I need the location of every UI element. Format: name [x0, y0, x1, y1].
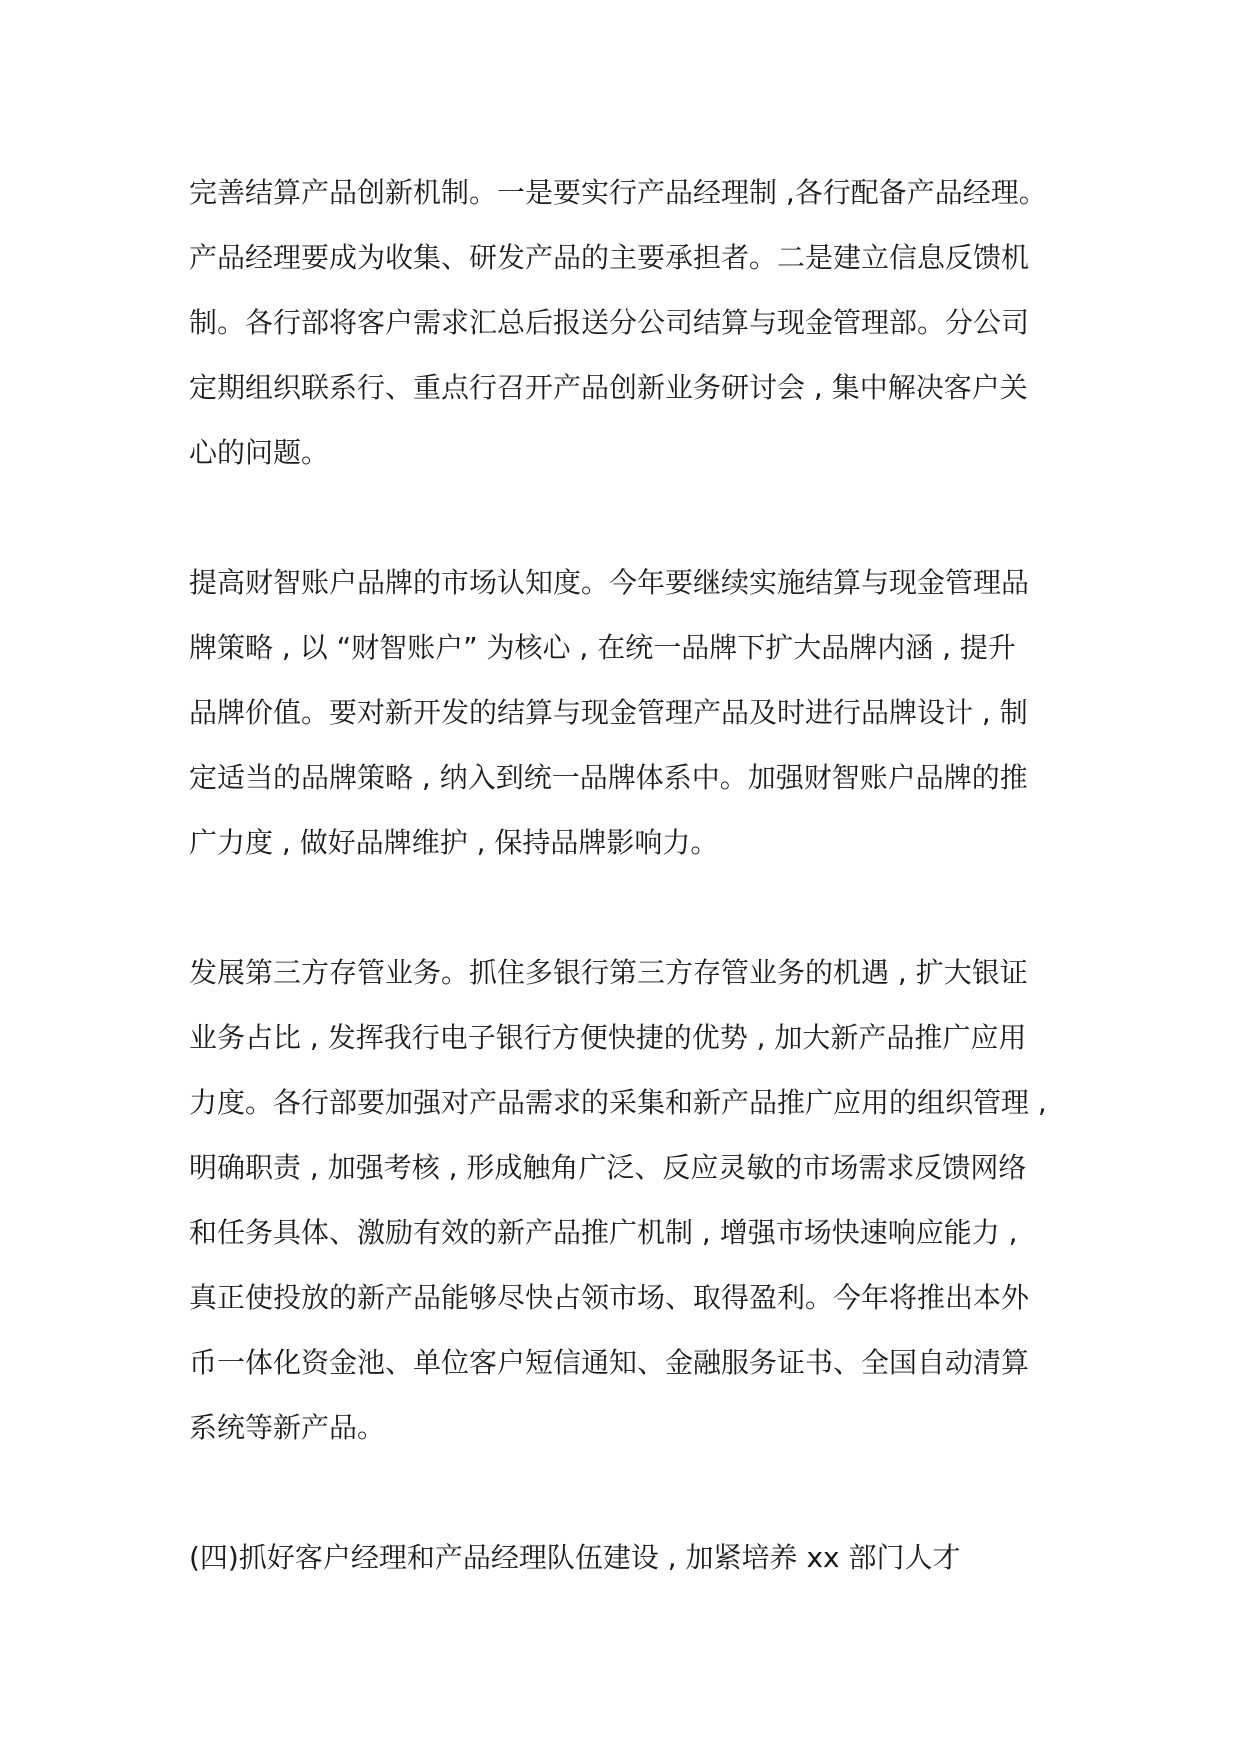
- paragraph-gap: [189, 485, 1089, 550]
- paragraph-third-party-custody: 发展第三方存管业务。抓住多银行第三方存管业务的机遇 , 扩大银证 业务占比 , 发挥我行电子银行方便快捷的优势 , 加大新产品推广应用 力度。各行部要加强对产品需求的采集和新产品推广应用的组织管理 , 明确职责 , 加强考核 , 形成触角广泛、反应灵敏的市场需求反馈网络 和任务具体、激励有效的新产品推广机制 , 增强市场快速响应能力 , 真正使投放的新产品能够尽快占领市场、取得盈利。今年将推出本外 币一体化资金池、单位客户短信通知、金融服务证书、全国自动清算 系统等新产品。: [189, 956, 1047, 1444]
- paragraph-settlement-innovation: 完善结算产品创新机制。一是要实行产品经理制 ,各行配备产品经理。 产品经理要成为收集、研发产品的主要承担者。二是建立信息反馈机 制。各行部将客户需求汇总后报送分公司结算与现金管理部。分公司 定期组织联系行、重点行召开产品创新业务研讨会 , 集中解决客户关 心的问题。: [189, 176, 1047, 469]
- paragraph-gap: [189, 1460, 1089, 1525]
- paragraph-brand-awareness: 提高财智账户品牌的市场认知度。今年要继续实施结算与现金管理品 牌策略 , 以 “财智账户” 为核心 , 在统一品牌下扩大品牌内涵 , 提升 品牌价值。要对新开发的结算与现金管理产品及时进行品牌设计 , 制 定适当的品牌策略 , 纳入到统一品牌体系中。加强财智账户品牌的推 广力度 , 做好品牌维护 , 保持品牌影响力。: [189, 566, 1030, 859]
- document-body: [189, 160, 1089, 1590]
- paragraph-gap: [189, 875, 1089, 940]
- section-heading-team-building: (四)抓好客户经理和产品经理队伍建设 , 加紧培养 xx 部门人才: [189, 1541, 961, 1574]
